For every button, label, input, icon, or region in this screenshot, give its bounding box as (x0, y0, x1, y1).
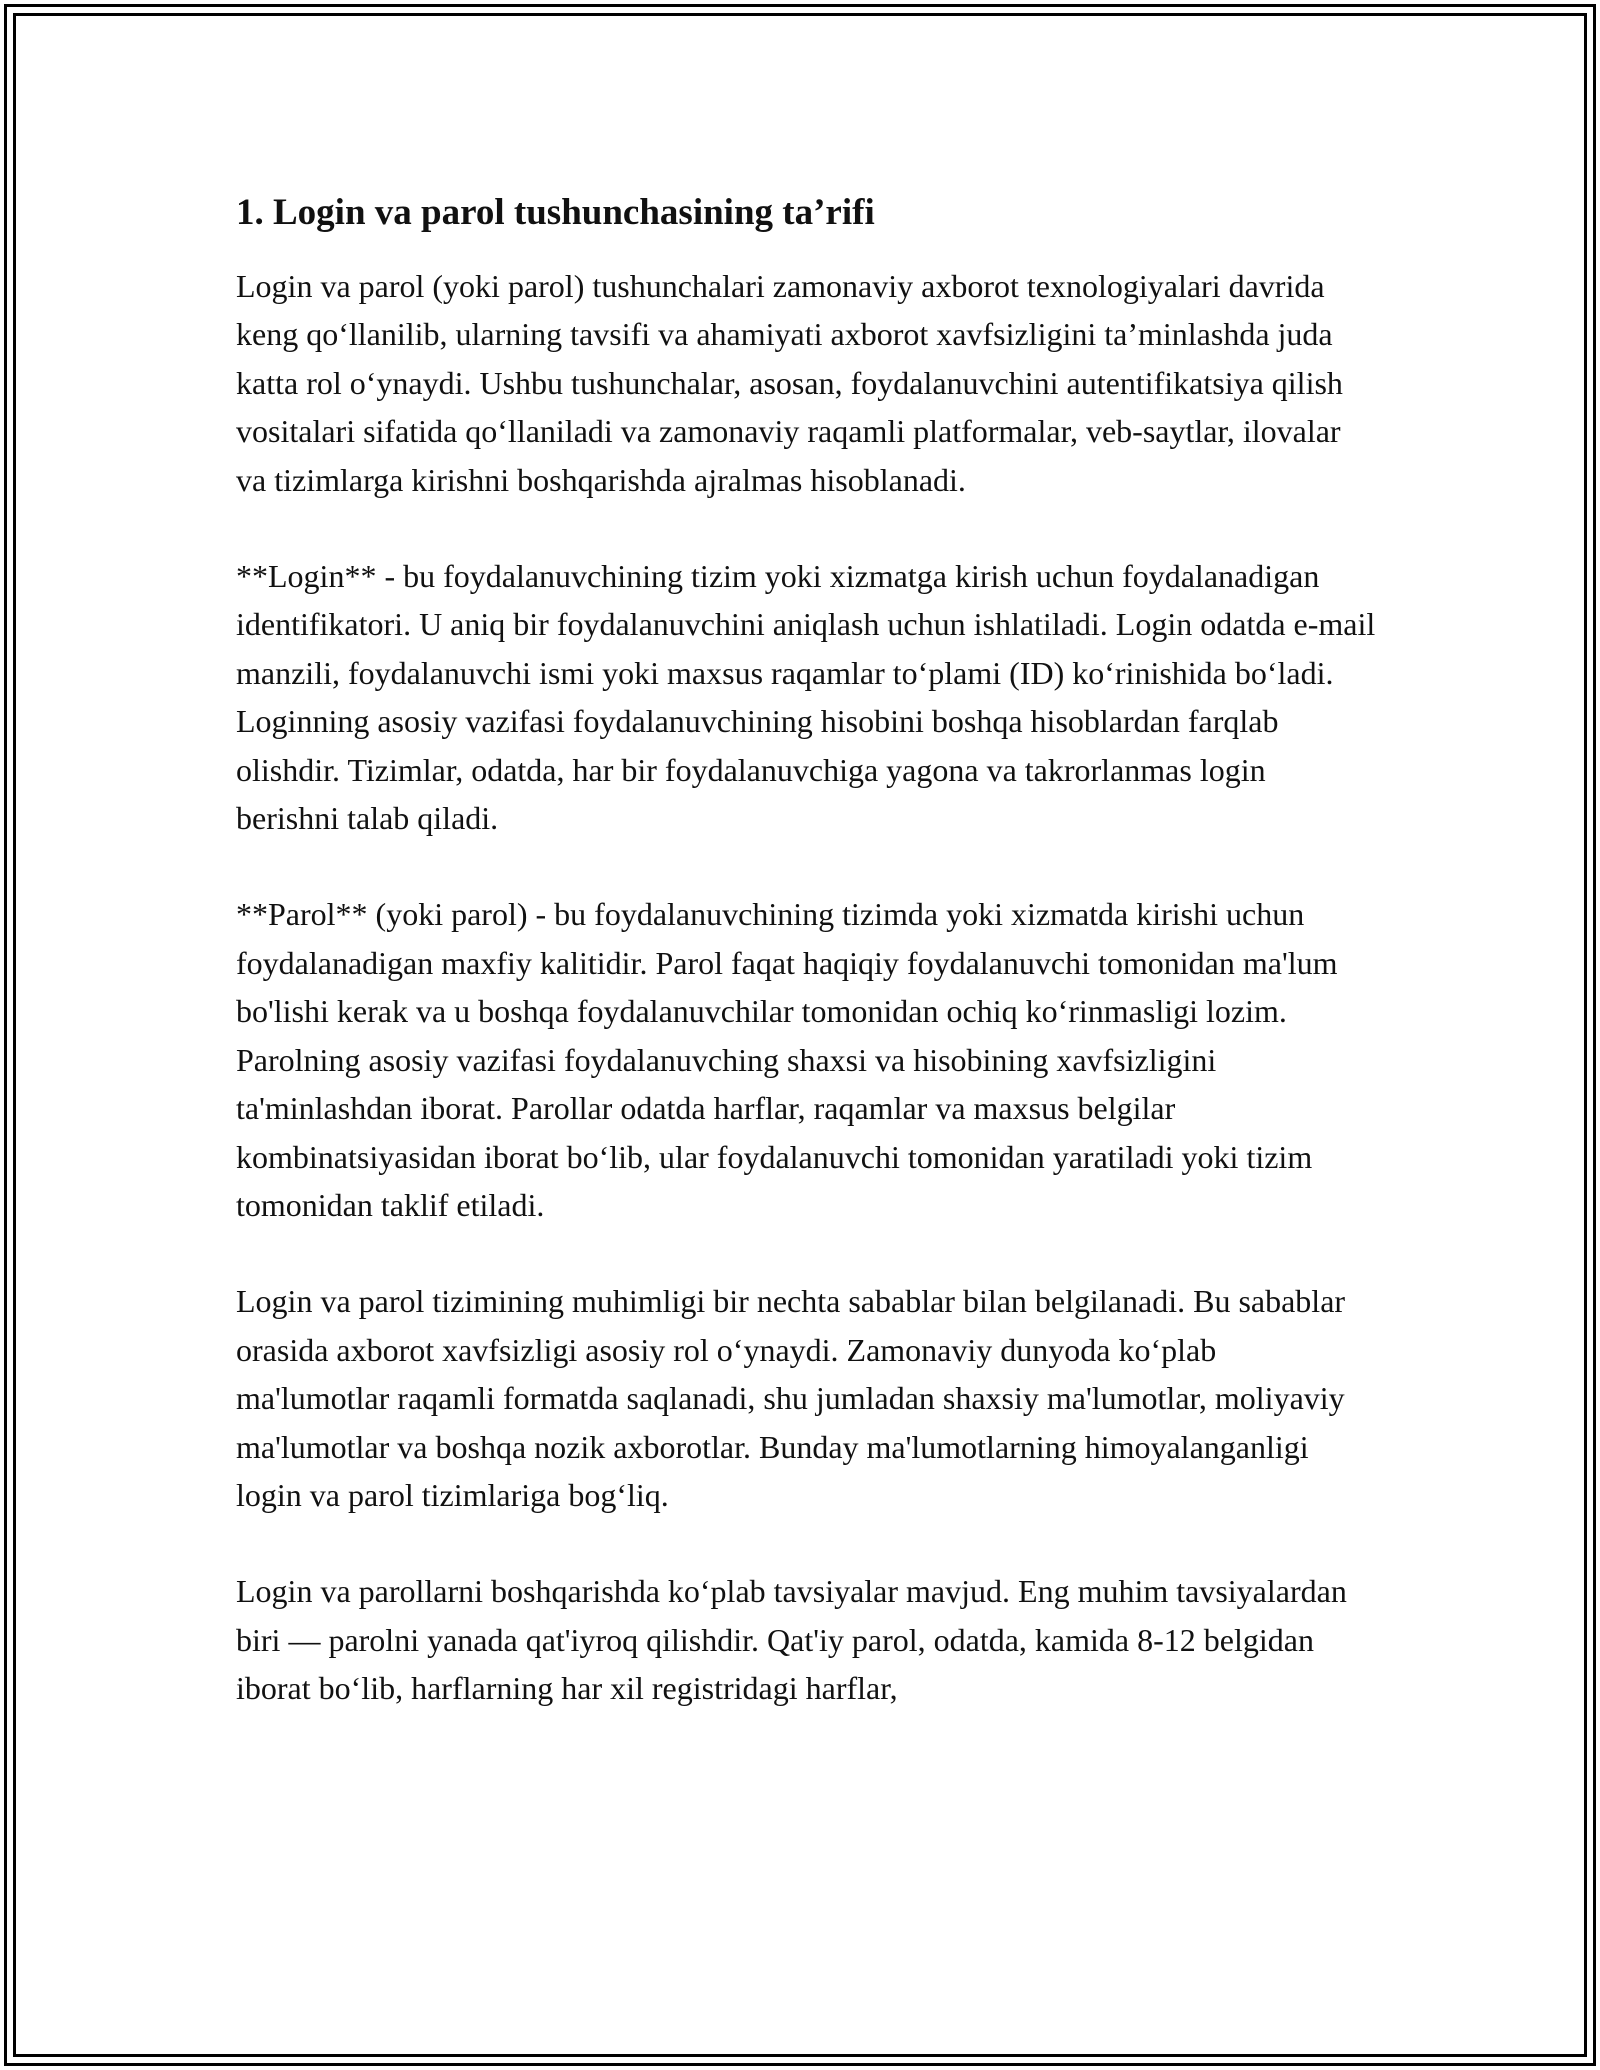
paragraph-importance: Login va parol tizimining muhimligi bir nechta sabablar bilan belgilanadi. Bu sabablar orasida axborot xavfsizligi asosiy rol o‘ynaydi. Zamonaviy dunyoda ko‘plab ma'lumotlar raqamli formatda saqlanadi, shu jumladan shaxsiy ma'lumotlar, moliyaviy ma'lumotlar va boshqa nozik axborotlar. Bunday ma'lumotlarning himoyalanganligi login va parol tizimlariga bog‘liq. (236, 1283, 1346, 1513)
paragraph-login-definition: **Login** - bu foydalanuvchining tizim yoki xizmatga kirish uchun foydalanadigan identifikatori. U aniq bir foydalanuvchini aniqlash uchun ishlatiladi. Login odatda e-mail manzili, foydalanuvchi ismi yoki maxsus raqamlar to‘plami (ID) ko‘rinishida bo‘ladi. Loginning asosiy vazifasi foydalanuvchining hisobini boshqa hisoblardan farqlab olishdir. Tizimlar, odatda, har bir foydalanuvchiga yagona va takrorlanmas login berishni talab qiladi. (236, 558, 1376, 837)
paragraph-intro: Login va parol (yoki parol) tushunchalari zamonaviy axborot texnologiyalari davrida keng qo‘llanilib, ularning tavsifi va ahamiyati axborot xavfsizligini ta’minlashda juda katta rol o‘ynaydi. Ushbu tushunchalar, asosan, foydalanuvchini autentifikatsiya qilish vositalari sifatida qo‘llaniladi va zamonaviy raqamli platformalar, veb-saytlar, ilovalar va tizimlarga kirishni boshqarishda ajralmas hisoblanadi. (236, 268, 1343, 498)
paragraph-recommendations: Login va parollarni boshqarishda ko‘plab tavsiyalar mavjud. Eng muhim tavsiyalardan biri — parolni yanada qat'iyroq qilishdir. Qat'iy parol, odatda, kamida 8-12 belgidan iborat bo‘lib, harflarning har xil registridagi harflar, (236, 1573, 1347, 1707)
document-body (236, 186, 1376, 1761)
section-heading: 1. Login va parol tushunchasining ta’rifi (236, 192, 875, 233)
paragraph-password-definition: **Parol** (yoki parol) - bu foydalanuvchining tizimda yoki xizmatda kirishi uchun foydalanadigan maxfiy kalitidir. Parol faqat haqiqiy foydalanuvchi tomonidan ma'lum bo'lishi kerak va u boshqa foydalanuvchilar tomonidan ochiq ko‘rinmasligi lozim. Parolning asosiy vazifasi foydalanuvching shaxsi va hisobining xavfsizligini ta'minlashdan iborat. Parollar odatda harflar, raqamlar va maxsus belgilar kombinatsiyasidan iborat bo‘lib, ular foydalanuvchi tomonidan yaratiladi yoki tizim tomonidan taklif etiladi. (236, 896, 1338, 1223)
